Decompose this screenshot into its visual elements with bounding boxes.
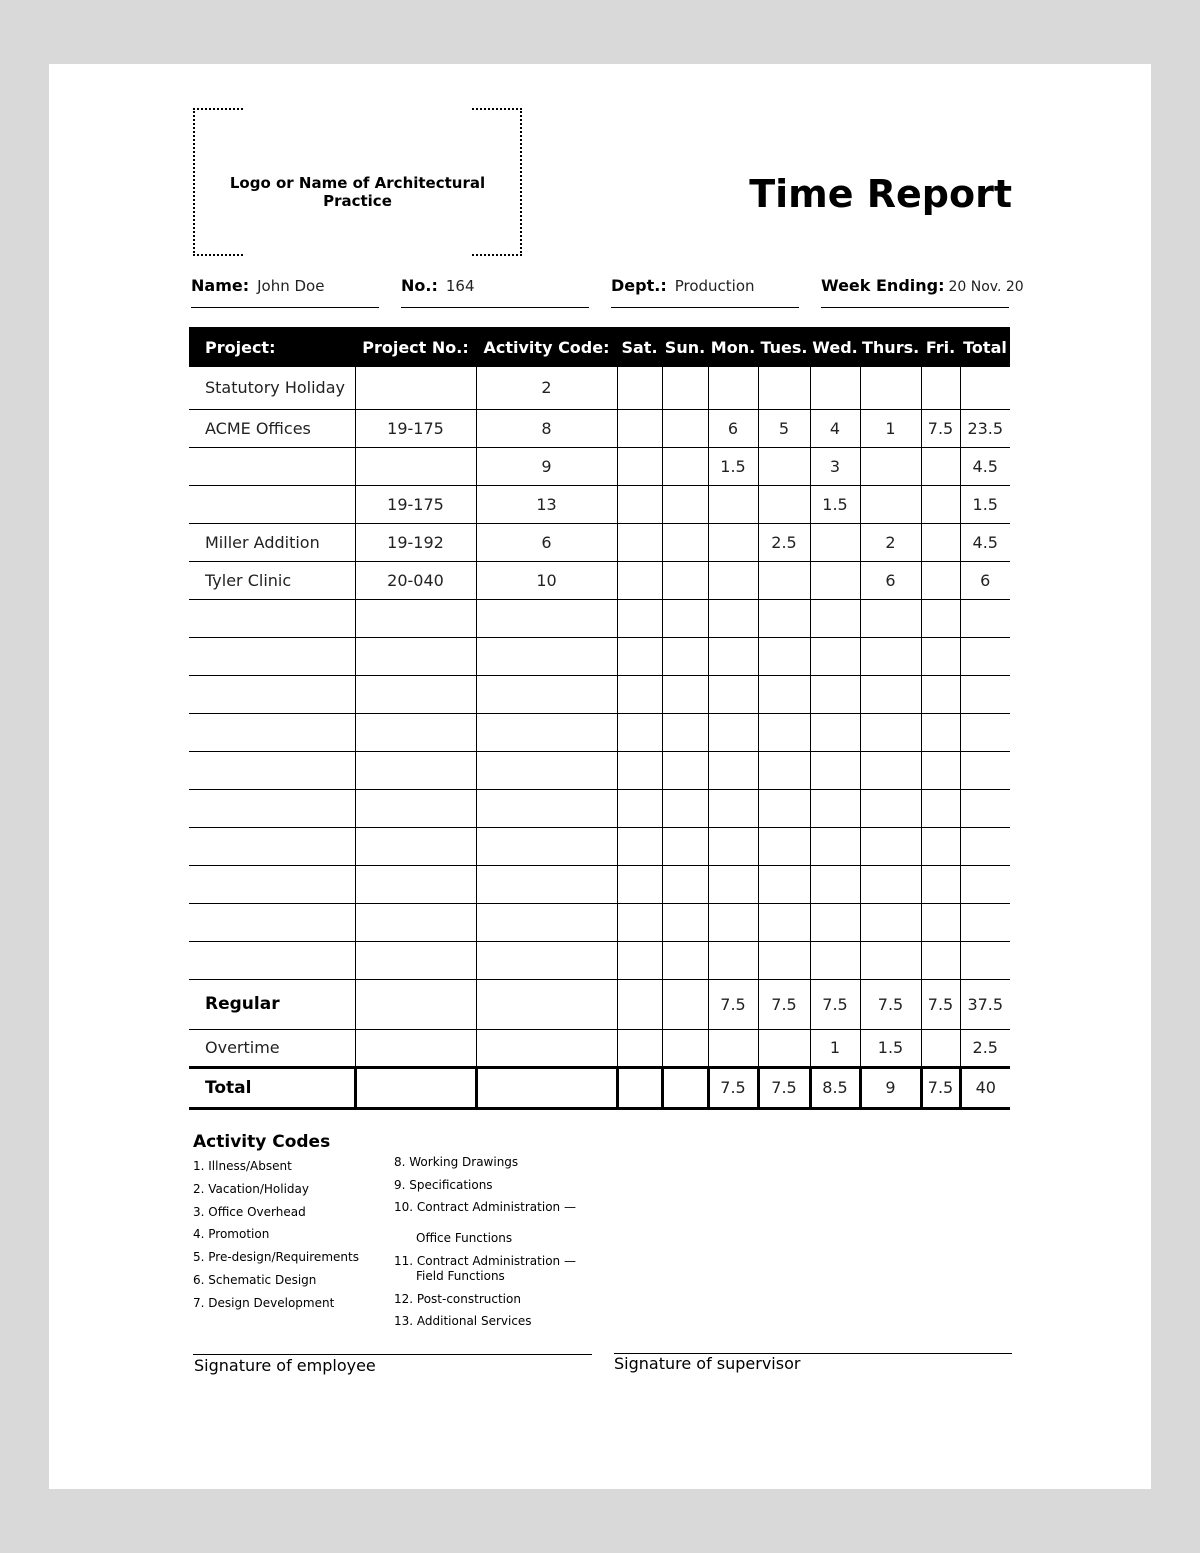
- table-cell[interactable]: [662, 447, 708, 485]
- table-cell[interactable]: [810, 789, 860, 827]
- table-cell[interactable]: [189, 447, 355, 485]
- table-cell[interactable]: [921, 675, 960, 713]
- table-cell[interactable]: [662, 1067, 708, 1108]
- table-cell[interactable]: [355, 789, 476, 827]
- table-cell[interactable]: 19-175: [355, 409, 476, 447]
- table-cell[interactable]: [860, 485, 921, 523]
- column-header: Sat.: [617, 327, 662, 367]
- table-cell[interactable]: [810, 751, 860, 789]
- week-ending-field[interactable]: [821, 276, 1024, 308]
- table-cell[interactable]: [617, 485, 662, 523]
- table-row: [189, 637, 1010, 675]
- column-header: Tues.: [758, 327, 810, 367]
- table-cell[interactable]: 7.5: [708, 979, 758, 1029]
- table-cell[interactable]: 7.5: [810, 979, 860, 1029]
- table-cell[interactable]: [708, 523, 758, 561]
- table-cell[interactable]: [355, 865, 476, 903]
- table-cell[interactable]: 2.5: [758, 523, 810, 561]
- column-header: Activity Code:: [476, 327, 617, 367]
- table-cell[interactable]: [921, 789, 960, 827]
- table-cell[interactable]: [708, 941, 758, 979]
- table-cell[interactable]: [960, 367, 1010, 409]
- table-cell[interactable]: [355, 1067, 476, 1108]
- table-cell[interactable]: 19-175: [355, 485, 476, 523]
- table-cell[interactable]: [860, 865, 921, 903]
- activity-code-item: 2. Vacation/Holiday: [193, 1182, 309, 1196]
- table-cell[interactable]: [860, 941, 921, 979]
- table-cell[interactable]: [189, 599, 355, 637]
- table-cell[interactable]: [960, 789, 1010, 827]
- table-cell[interactable]: [617, 447, 662, 485]
- table-cell[interactable]: 2.5: [960, 1029, 1010, 1067]
- table-cell[interactable]: [189, 675, 355, 713]
- column-header: Sun.: [662, 327, 708, 367]
- table-cell[interactable]: [476, 865, 617, 903]
- table-cell[interactable]: [758, 789, 810, 827]
- supervisor-signature-label: Signature of supervisor: [614, 1354, 801, 1373]
- table-cell[interactable]: 7.5: [921, 1067, 960, 1108]
- table-cell[interactable]: 23.5: [960, 409, 1010, 447]
- table-cell[interactable]: 8: [476, 409, 617, 447]
- table-cell[interactable]: [662, 367, 708, 409]
- table-cell[interactable]: [921, 1029, 960, 1067]
- table-cell[interactable]: [617, 599, 662, 637]
- table-cell[interactable]: [921, 751, 960, 789]
- table-cell[interactable]: [662, 637, 708, 675]
- table-cell[interactable]: 37.5: [960, 979, 1010, 1029]
- column-header: Mon.: [708, 327, 758, 367]
- table-cell[interactable]: [617, 367, 662, 409]
- table-cell[interactable]: [860, 713, 921, 751]
- table-cell[interactable]: 1.5: [860, 1029, 921, 1067]
- table-cell[interactable]: [921, 599, 960, 637]
- table-cell[interactable]: [355, 751, 476, 789]
- table-cell[interactable]: 6: [708, 409, 758, 447]
- table-cell[interactable]: [476, 599, 617, 637]
- table-cell[interactable]: [189, 827, 355, 865]
- table-cell[interactable]: [662, 941, 708, 979]
- table-cell[interactable]: [960, 599, 1010, 637]
- table-cell[interactable]: 5: [758, 409, 810, 447]
- table-cell[interactable]: 6: [960, 561, 1010, 599]
- table-cell[interactable]: 1: [860, 409, 921, 447]
- table-cell[interactable]: 9: [860, 1067, 921, 1108]
- table-cell[interactable]: 1.5: [810, 485, 860, 523]
- table-cell[interactable]: [960, 713, 1010, 751]
- table-row: [189, 713, 1010, 751]
- table-cell[interactable]: [476, 1067, 617, 1108]
- table-cell[interactable]: [662, 903, 708, 941]
- table-cell[interactable]: [476, 903, 617, 941]
- table-cell[interactable]: 7.5: [708, 1067, 758, 1108]
- table-cell[interactable]: [662, 561, 708, 599]
- table-cell[interactable]: [758, 367, 810, 409]
- table-cell[interactable]: [860, 447, 921, 485]
- table-cell[interactable]: 19-192: [355, 523, 476, 561]
- activity-codes-title: Activity Codes: [193, 1132, 331, 1152]
- table-cell[interactable]: [921, 827, 960, 865]
- table-cell[interactable]: [189, 751, 355, 789]
- table-cell[interactable]: 7.5: [860, 979, 921, 1029]
- table-row: [189, 751, 1010, 789]
- table-cell[interactable]: [476, 789, 617, 827]
- table-cell[interactable]: [810, 675, 860, 713]
- activity-code-item: 5. Pre-design/Requirements: [193, 1250, 359, 1264]
- table-cell[interactable]: Regular: [189, 979, 355, 1029]
- table-cell[interactable]: [189, 713, 355, 751]
- table-cell[interactable]: [921, 447, 960, 485]
- column-header: Wed.: [810, 327, 860, 367]
- table-cell[interactable]: [810, 903, 860, 941]
- table-cell[interactable]: [921, 941, 960, 979]
- table-cell[interactable]: [960, 941, 1010, 979]
- table-cell[interactable]: 2: [860, 523, 921, 561]
- table-cell[interactable]: [810, 561, 860, 599]
- table-cell[interactable]: [476, 941, 617, 979]
- table-cell[interactable]: [810, 827, 860, 865]
- table-cell[interactable]: [662, 827, 708, 865]
- week-value: 20 Nov. 20: [948, 279, 1024, 295]
- table-row: [189, 941, 1010, 979]
- column-header: Thurs.: [860, 327, 921, 367]
- table-cell[interactable]: [617, 979, 662, 1029]
- table-cell[interactable]: [960, 903, 1010, 941]
- table-cell[interactable]: 8.5: [810, 1067, 860, 1108]
- table-cell[interactable]: [758, 485, 810, 523]
- table-cell[interactable]: [708, 903, 758, 941]
- table-cell[interactable]: [476, 713, 617, 751]
- table-cell[interactable]: [662, 599, 708, 637]
- table-cell[interactable]: 3: [810, 447, 860, 485]
- table-cell[interactable]: [617, 523, 662, 561]
- table-cell[interactable]: Miller Addition: [189, 523, 355, 561]
- table-cell[interactable]: [662, 409, 708, 447]
- logo-text: Logo or Name of Architectural Practice: [229, 174, 486, 210]
- employee-signature-label: Signature of employee: [194, 1356, 376, 1375]
- table-cell[interactable]: 1: [810, 1029, 860, 1067]
- activity-code-item: 12. Post-construction: [394, 1292, 521, 1306]
- table-cell[interactable]: [617, 637, 662, 675]
- table-cell[interactable]: [708, 485, 758, 523]
- table-header: [189, 327, 1010, 367]
- table-cell[interactable]: [921, 485, 960, 523]
- table-cell[interactable]: [617, 713, 662, 751]
- table-cell[interactable]: [960, 827, 1010, 865]
- table-cell[interactable]: [189, 637, 355, 675]
- table-cell[interactable]: Tyler Clinic: [189, 561, 355, 599]
- table-cell[interactable]: 13: [476, 485, 617, 523]
- table-cell[interactable]: [355, 713, 476, 751]
- activity-code-item: 7. Design Development: [193, 1296, 335, 1310]
- time-table: [189, 327, 1010, 1110]
- activity-code-item: 1. Illness/Absent: [193, 1159, 292, 1173]
- table-cell[interactable]: [476, 637, 617, 675]
- activity-code-item: 3. Office Overhead: [193, 1205, 306, 1219]
- activity-code-item: 10. Contract Administration —: [394, 1200, 576, 1214]
- table-cell[interactable]: [355, 675, 476, 713]
- table-row: [189, 367, 1010, 409]
- table-cell[interactable]: [860, 903, 921, 941]
- table-row: [189, 409, 1010, 447]
- activity-code-item: 8. Working Drawings: [394, 1155, 519, 1169]
- table-cell[interactable]: 4.5: [960, 523, 1010, 561]
- table-row: [189, 903, 1010, 941]
- table-cell[interactable]: [708, 789, 758, 827]
- table-cell[interactable]: [860, 637, 921, 675]
- table-cell[interactable]: [758, 713, 810, 751]
- table-cell[interactable]: [921, 865, 960, 903]
- table-cell[interactable]: [476, 827, 617, 865]
- activity-code-item: Office Functions: [416, 1231, 513, 1245]
- table-cell[interactable]: [617, 409, 662, 447]
- table-cell[interactable]: [708, 599, 758, 637]
- table-cell[interactable]: [810, 367, 860, 409]
- table-cell[interactable]: [921, 367, 960, 409]
- table-cell[interactable]: ACME Offices: [189, 409, 355, 447]
- table-cell[interactable]: [355, 447, 476, 485]
- table-cell[interactable]: [708, 675, 758, 713]
- table-cell[interactable]: [476, 1029, 617, 1067]
- table-cell[interactable]: 6: [860, 561, 921, 599]
- table-cell[interactable]: [708, 561, 758, 599]
- table-cell[interactable]: 7.5: [758, 979, 810, 1029]
- table-cell[interactable]: 9: [476, 447, 617, 485]
- logo-placeholder: [193, 108, 522, 256]
- table-cell[interactable]: 1.5: [708, 447, 758, 485]
- page-title: Time Report: [749, 172, 1012, 216]
- table-cell[interactable]: 4: [810, 409, 860, 447]
- table-cell[interactable]: 2: [476, 367, 617, 409]
- table-cell[interactable]: [921, 561, 960, 599]
- table-cell[interactable]: [810, 941, 860, 979]
- table-cell[interactable]: [355, 941, 476, 979]
- table-cell[interactable]: [860, 675, 921, 713]
- table-cell[interactable]: 7.5: [921, 409, 960, 447]
- table-cell[interactable]: [810, 713, 860, 751]
- no-value: 164: [445, 277, 475, 295]
- table-cell[interactable]: [617, 751, 662, 789]
- table-cell[interactable]: [617, 1029, 662, 1067]
- table-row: [189, 561, 1010, 599]
- table-cell[interactable]: [662, 523, 708, 561]
- table-cell[interactable]: [758, 903, 810, 941]
- table-cell[interactable]: [355, 827, 476, 865]
- table-cell[interactable]: [860, 827, 921, 865]
- table-cell[interactable]: [960, 675, 1010, 713]
- table-cell[interactable]: [617, 903, 662, 941]
- table-row: [189, 485, 1010, 523]
- activity-code-item: 6. Schematic Design: [193, 1273, 317, 1287]
- table-cell[interactable]: [708, 713, 758, 751]
- table-cell[interactable]: [355, 599, 476, 637]
- activity-code-item: Field Functions: [416, 1269, 505, 1283]
- table-cell[interactable]: [476, 675, 617, 713]
- activity-code-item: 4. Promotion: [193, 1227, 270, 1241]
- table-cell[interactable]: [708, 367, 758, 409]
- regular-row: [189, 979, 1010, 1029]
- table-cell[interactable]: 40: [960, 1067, 1010, 1108]
- dept-value: Production: [674, 277, 755, 295]
- week-label: Week Ending:: [821, 276, 945, 295]
- table-cell[interactable]: [355, 637, 476, 675]
- table-cell[interactable]: [355, 367, 476, 409]
- table-row: [189, 827, 1010, 865]
- table-cell[interactable]: [617, 941, 662, 979]
- table-cell[interactable]: [189, 903, 355, 941]
- table-cell[interactable]: [617, 1067, 662, 1108]
- table-cell[interactable]: [708, 1029, 758, 1067]
- table-cell[interactable]: 20-040: [355, 561, 476, 599]
- activity-code-item: 11. Contract Administration —: [394, 1254, 576, 1268]
- table-cell[interactable]: [617, 561, 662, 599]
- table-cell[interactable]: [921, 523, 960, 561]
- table-cell[interactable]: [810, 865, 860, 903]
- table-cell[interactable]: [617, 675, 662, 713]
- table-cell[interactable]: [189, 865, 355, 903]
- table-cell[interactable]: [960, 637, 1010, 675]
- table-cell[interactable]: [662, 675, 708, 713]
- table-cell[interactable]: [758, 1029, 810, 1067]
- table-cell[interactable]: [960, 865, 1010, 903]
- table-cell[interactable]: [810, 599, 860, 637]
- employee-no-field[interactable]: [401, 276, 589, 308]
- name-label: Name:: [191, 276, 250, 295]
- table-cell[interactable]: [960, 751, 1010, 789]
- table-row: [189, 675, 1010, 713]
- table-cell[interactable]: [860, 751, 921, 789]
- column-header: Project:: [189, 327, 355, 367]
- table-cell[interactable]: Total: [189, 1067, 355, 1108]
- dept-field[interactable]: [611, 276, 799, 308]
- table-cell[interactable]: [708, 865, 758, 903]
- table-cell[interactable]: [921, 903, 960, 941]
- table-cell[interactable]: [476, 751, 617, 789]
- name-value: John Doe: [257, 277, 325, 295]
- table-cell[interactable]: [662, 789, 708, 827]
- table-cell[interactable]: [662, 751, 708, 789]
- table-cell[interactable]: [758, 751, 810, 789]
- table-cell[interactable]: 7.5: [921, 979, 960, 1029]
- dept-label: Dept.:: [611, 276, 667, 295]
- table-cell[interactable]: [662, 1029, 708, 1067]
- table-cell[interactable]: [758, 561, 810, 599]
- table-cell[interactable]: [662, 485, 708, 523]
- table-cell[interactable]: [860, 367, 921, 409]
- table-cell[interactable]: [810, 637, 860, 675]
- table-cell[interactable]: Statutory Holiday: [189, 367, 355, 409]
- table-cell[interactable]: [662, 979, 708, 1029]
- table-cell[interactable]: [758, 599, 810, 637]
- overtime-row: [189, 1029, 1010, 1067]
- table-cell[interactable]: [758, 675, 810, 713]
- total-row: [189, 1067, 1010, 1108]
- table-cell[interactable]: [758, 865, 810, 903]
- table-cell[interactable]: [708, 637, 758, 675]
- table-cell[interactable]: [189, 789, 355, 827]
- table-cell[interactable]: [617, 789, 662, 827]
- employee-signature-line[interactable]: [193, 1354, 592, 1355]
- table-row: [189, 789, 1010, 827]
- table-cell[interactable]: 7.5: [758, 1067, 810, 1108]
- table-cell[interactable]: [662, 713, 708, 751]
- table-cell[interactable]: [617, 865, 662, 903]
- table-cell[interactable]: 1.5: [960, 485, 1010, 523]
- table-cell[interactable]: Overtime: [189, 1029, 355, 1067]
- table-cell[interactable]: [708, 827, 758, 865]
- column-header: Project No.:: [355, 327, 476, 367]
- table-row: [189, 599, 1010, 637]
- table-cell[interactable]: [355, 979, 476, 1029]
- table-cell[interactable]: 6: [476, 523, 617, 561]
- table-cell[interactable]: [860, 789, 921, 827]
- table-cell[interactable]: [189, 485, 355, 523]
- activity-code-item: 13. Additional Services: [394, 1314, 532, 1328]
- table-cell[interactable]: [617, 827, 662, 865]
- column-header: Fri.: [921, 327, 960, 367]
- table-cell[interactable]: [662, 865, 708, 903]
- column-header: Total: [960, 327, 1010, 367]
- name-field[interactable]: [191, 276, 379, 308]
- no-label: No.:: [401, 276, 438, 295]
- table-cell[interactable]: [758, 447, 810, 485]
- table-row: [189, 865, 1010, 903]
- table-cell[interactable]: [921, 637, 960, 675]
- table-row: [189, 523, 1010, 561]
- table-cell[interactable]: [355, 903, 476, 941]
- activity-code-item: 9. Specifications: [394, 1178, 493, 1192]
- table-cell[interactable]: [758, 827, 810, 865]
- table-cell[interactable]: [758, 941, 810, 979]
- table-cell[interactable]: [476, 979, 617, 1029]
- table-cell[interactable]: 4.5: [960, 447, 1010, 485]
- table-cell[interactable]: [860, 599, 921, 637]
- table-cell[interactable]: [355, 1029, 476, 1067]
- table-cell[interactable]: [189, 941, 355, 979]
- table-row: [189, 447, 1010, 485]
- table-cell[interactable]: 10: [476, 561, 617, 599]
- table-cell[interactable]: [810, 523, 860, 561]
- table-cell[interactable]: [708, 751, 758, 789]
- table-cell[interactable]: [921, 713, 960, 751]
- table-cell[interactable]: [758, 637, 810, 675]
